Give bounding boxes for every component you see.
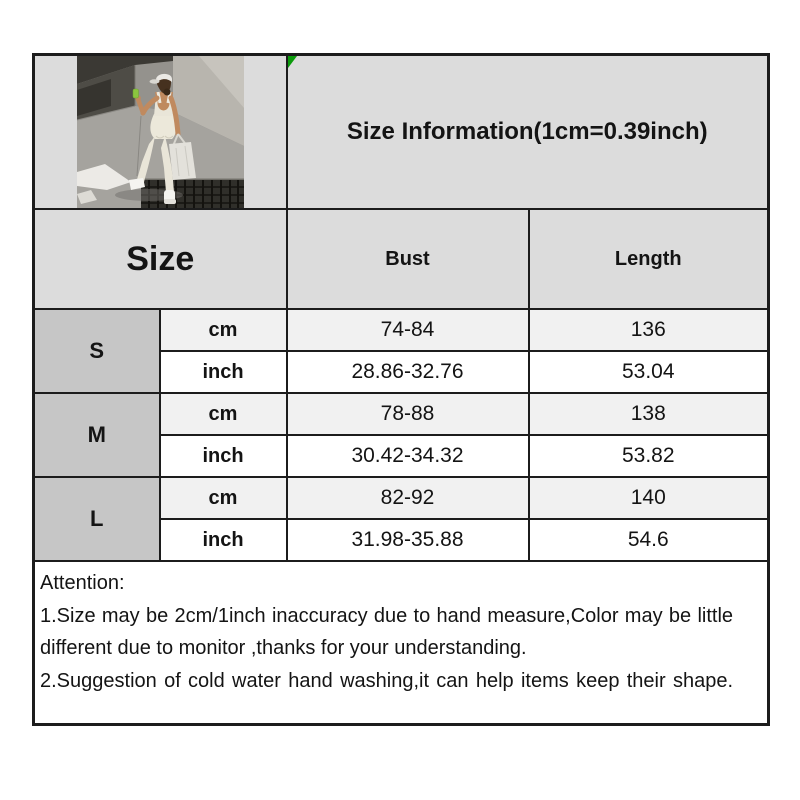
column-header-row xyxy=(34,209,769,309)
m-inch-bust-value: 30.42-34.32 xyxy=(287,435,529,477)
row-s-cm xyxy=(34,309,769,351)
size-table xyxy=(32,53,770,726)
m-inch-length-value: 53.82 xyxy=(529,435,769,477)
attention-line-3: 2.Suggestion of cold water hand washing,it can help items keep their shape. xyxy=(40,669,734,692)
size-m-label: M xyxy=(34,393,160,477)
l-inch-unit: inch xyxy=(160,519,287,561)
s-inch-length-value: 53.04 xyxy=(529,351,769,393)
attention-note xyxy=(34,561,769,725)
m-inch-unit: inch xyxy=(160,435,287,477)
l-inch-length-value: 54.6 xyxy=(529,519,769,561)
product-photo xyxy=(77,56,244,208)
row-l-cm xyxy=(34,477,769,519)
s-cm-unit: cm xyxy=(160,309,287,351)
s-inch-unit: inch xyxy=(160,351,287,393)
size-information-title-cell xyxy=(287,55,769,210)
l-cm-bust-value: 82-92 xyxy=(287,477,529,519)
s-cm-bust-value: 74-84 xyxy=(287,309,529,351)
bust-column-header: Bust xyxy=(287,209,529,309)
m-cm-length-value: 138 xyxy=(529,393,769,435)
size-s-label: S xyxy=(34,309,160,393)
m-cm-unit: cm xyxy=(160,393,287,435)
green-corner-marker-icon xyxy=(288,56,297,68)
length-column-header: Length xyxy=(529,209,769,309)
m-cm-bust-value: 78-88 xyxy=(287,393,529,435)
hair-bun xyxy=(163,89,170,96)
size-column-header: Size xyxy=(34,209,287,309)
attention-heading: Attention: xyxy=(40,572,125,594)
jumpsuit-hips xyxy=(150,114,176,139)
l-cm-unit: cm xyxy=(160,477,287,519)
header-row xyxy=(34,55,769,210)
s-cm-length-value: 136 xyxy=(529,309,769,351)
l-inch-bust-value: 31.98-35.88 xyxy=(287,519,529,561)
green-drink xyxy=(133,89,139,98)
cap-brim xyxy=(149,79,159,83)
product-photo-cell xyxy=(34,55,287,210)
row-m-cm xyxy=(34,393,769,435)
l-cm-length-value: 140 xyxy=(529,477,769,519)
attention-line-2: different due to monitor ,thanks for your understanding. xyxy=(40,637,527,659)
size-information-title: Size Information(1cm=0.39inch) xyxy=(346,118,708,145)
size-l-label: L xyxy=(34,477,160,561)
attention-row xyxy=(34,561,769,725)
attention-line-1: 1.Size may be 2cm/1inch inaccuracy due to hand measure,Color may be little xyxy=(40,604,734,627)
s-inch-bust-value: 28.86-32.76 xyxy=(287,351,529,393)
